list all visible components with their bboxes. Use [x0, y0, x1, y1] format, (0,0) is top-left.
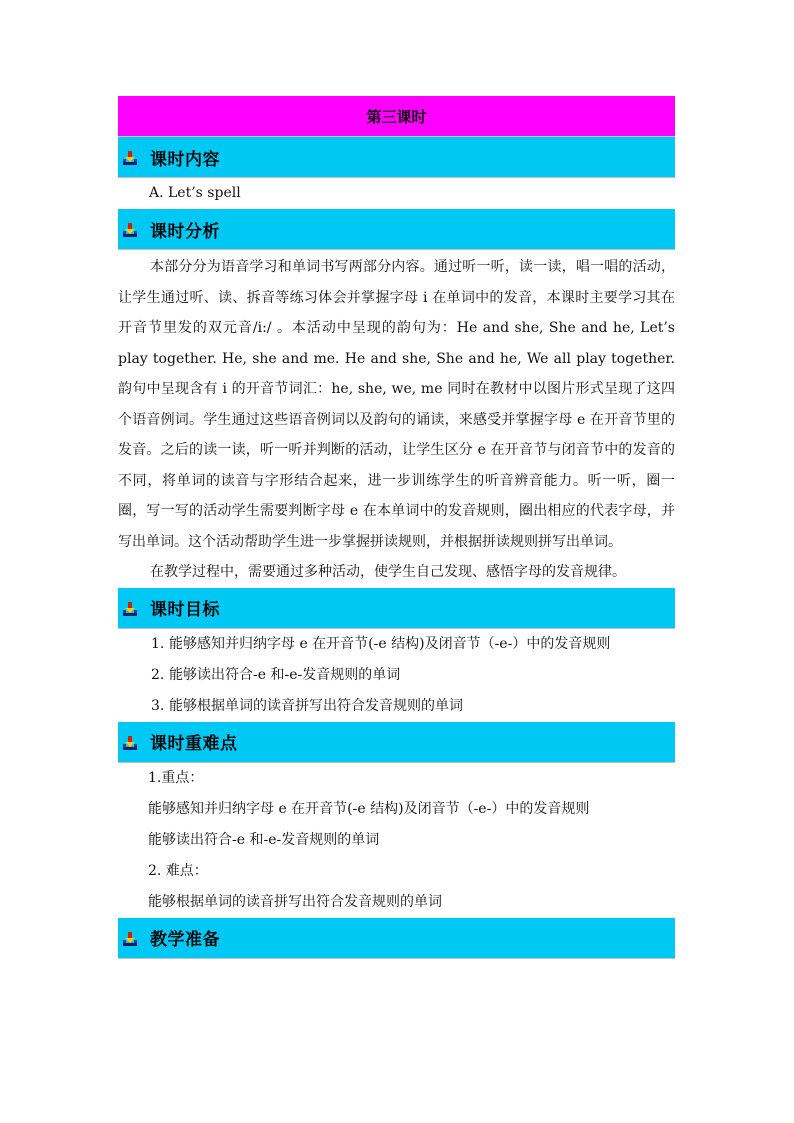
- key-point-item: 能够读出符合-e 和-e-发音规则的单词: [148, 831, 380, 848]
- lesson-title-bar: [118, 96, 675, 137]
- goal-number: 1.: [151, 635, 165, 652]
- download-arrow-icon: [123, 150, 137, 164]
- section-heading: 课时内容: [150, 149, 220, 170]
- download-arrow-icon: [123, 735, 137, 749]
- goal-number: 2.: [151, 666, 165, 683]
- key-points-label: 1.重点：: [148, 769, 204, 786]
- hard-points-label: 2. 难点：: [148, 862, 208, 879]
- goal-text: 能够根据单词的读音拼写出符合发音规则的单词: [169, 697, 463, 714]
- analysis-paragraph-2: 在教学过程中，需要通过多种活动，使学生自己发现、感悟字母的发音规律。: [150, 564, 626, 580]
- hard-point-item: 能够根据单词的读音拼写出符合发音规则的单词: [148, 893, 442, 910]
- section-header-goals: [118, 588, 675, 629]
- download-arrow-icon: [123, 222, 137, 236]
- section-heading: 课时目标: [150, 600, 220, 620]
- goal-item: [118, 629, 675, 660]
- section-heading: 教学准备: [150, 930, 220, 950]
- analysis-paragraph-1: 本部分分为语音学习和单词书写两部分内容。通过听一听，读一读，唱一唱的活动，让学生通过听、读、拆音等练习体会并掌握字母 i 在单词中的发音，本课时主要学习其在开音节里发的双元音/i:/ 。本活动中呈现的韵句为：He and she, She and he, Let’s play together. He, she and me. He and she, She and he, We all play together. 韵句中呈现含有 i 的开音节词汇：he, she, we, me 同时在教材中以图片形式呈现了这四个语音例词。学生通过这些语音例词以及韵句的诵读，来感受并掌握字母 e 在开音节里的发音。之后的读一读，听一听并判断的活动，让学生区分 e 在开音节与闭音节中的发音的不同，将单词的读音与字形结合起来，进一步训练学生的听音辨音能力。听一听，圈一圈，写一写的活动学生需要判断字母 e 在本单词中的发音规则，圈出相应的代表字母，并写出单词。这个活动帮助学生进一步掌握拼读规则，并根据拼读规则拼写出单词。: [118, 259, 675, 550]
- goal-item: [118, 691, 675, 722]
- lesson-document: [118, 96, 675, 959]
- section-header-difficulties: [118, 722, 675, 763]
- lesson-title: 第三课时: [366, 107, 427, 126]
- key-point-item: 能够感知并归纳字母 e 在开音节(-e 结构)及闭音节（-e-）中的发音规则: [148, 800, 590, 817]
- content-text: A. Let’s spell: [149, 185, 241, 201]
- section-heading: 课时分析: [150, 221, 220, 242]
- section-heading: 课时重难点: [150, 734, 238, 754]
- goal-text: 能够读出符合-e 和-e-发音规则的单词: [169, 666, 401, 683]
- goal-item: [118, 660, 675, 691]
- download-arrow-icon: [123, 601, 137, 615]
- section-header-preparation: [118, 918, 675, 959]
- goal-number: 3.: [151, 697, 165, 714]
- section-header-analysis: [118, 209, 675, 250]
- download-arrow-icon: [123, 931, 137, 945]
- section-header-content: [118, 137, 675, 178]
- goal-text: 能够感知并归纳字母 e 在开音节(-e 结构)及闭音节（-e-）中的发音规则: [169, 635, 611, 652]
